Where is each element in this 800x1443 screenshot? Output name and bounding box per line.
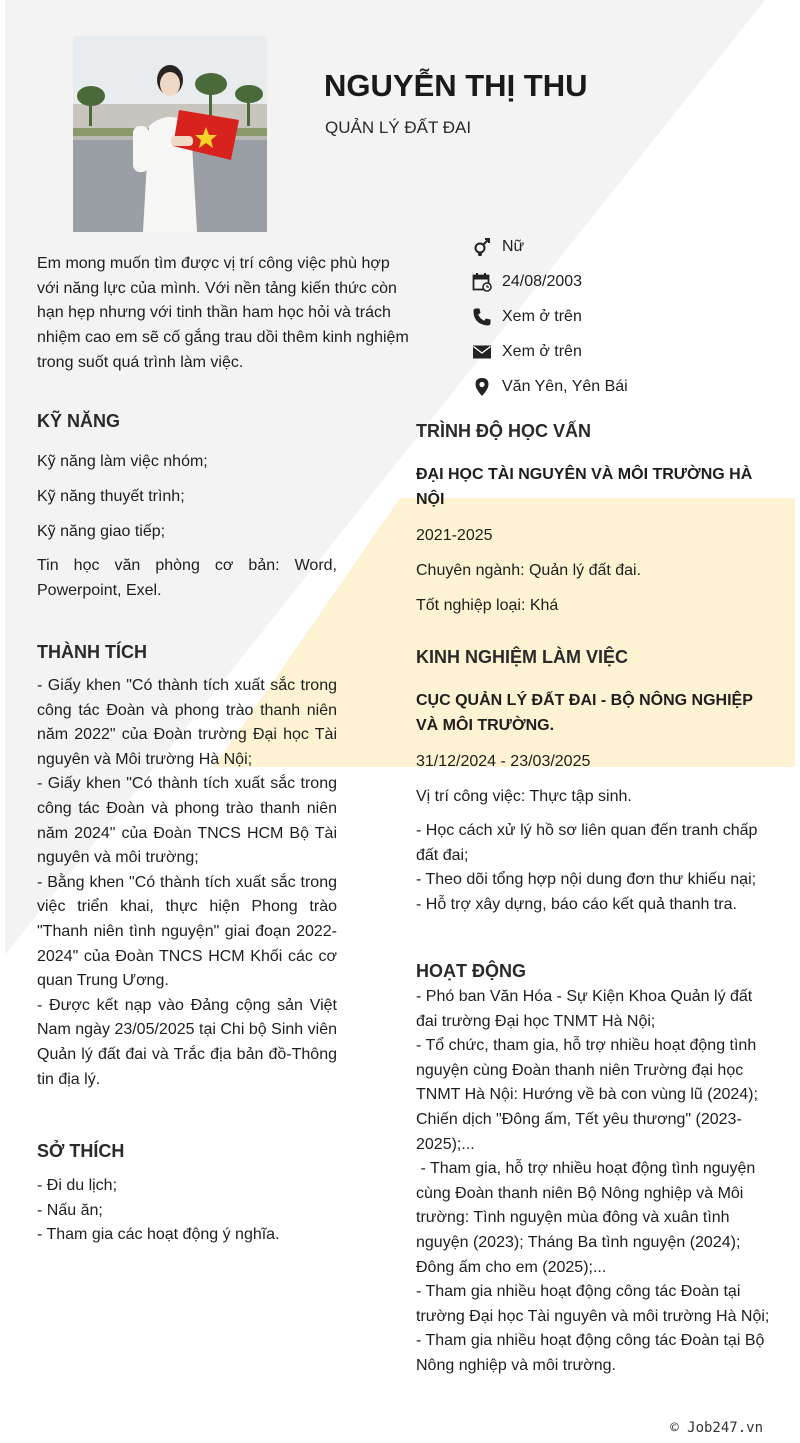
skills-heading: KỸ NĂNG bbox=[37, 411, 121, 431]
hobbies-heading: SỞ THÍCH bbox=[37, 1141, 125, 1161]
achievements-heading: THÀNH TÍCH bbox=[37, 642, 147, 662]
contact-value: Xem ở trên bbox=[502, 307, 582, 325]
candidate-position: QUẢN LÝ ĐẤT ĐAI bbox=[325, 118, 472, 137]
task-item: - Học cách xử lý hồ sơ liên quan đến tranh chấp đất đai; bbox=[416, 822, 758, 864]
experience-period: 31/12/2024 - 23/03/2025 bbox=[416, 753, 591, 770]
contact-phone bbox=[472, 300, 772, 335]
achievement-item: - Được kết nạp vào Đảng cộng sản Việt Nam ngày 23/05/2025 tại Chi bộ Sinh viên Quản lý đất đai và Trắc địa bản đồ-Thông tin địa lý. bbox=[37, 996, 337, 1088]
activity-item: - Tham gia, hỗ trợ nhiều hoạt động tình nguyện cùng Đoàn thanh niên Bộ Nông nghiệp và Môi trường: Tình nguyện mùa đông và xuân tình nguyện (2023); Tháng Ba tình nguyện (2024); Đông ấm cho em (2025);... bbox=[416, 1160, 760, 1276]
education-period: 2021-2025 bbox=[416, 527, 493, 544]
contact-value: Văn Yên, Yên Bái bbox=[502, 377, 628, 395]
experience-heading: KINH NGHIỆM LÀM VIỆC bbox=[416, 647, 629, 667]
candidate-name: NGUYỄN THỊ THU bbox=[324, 68, 588, 103]
profile-photo bbox=[73, 36, 267, 232]
location-icon bbox=[472, 377, 492, 397]
education-major: Chuyên ngành: Quản lý đất đai. bbox=[416, 562, 642, 579]
activities-list bbox=[416, 985, 772, 1379]
contact-gender bbox=[472, 230, 772, 265]
skill-item: Tin học văn phòng cơ bản: Word, Powerpoint, Exel. bbox=[37, 557, 337, 599]
activities-heading: HOẠT ĐỘNG bbox=[416, 961, 526, 981]
contact-value: 24/08/2003 bbox=[502, 273, 583, 291]
footer-copyright: © Job247.vn bbox=[670, 1420, 763, 1436]
education-grade: Tốt nghiệp loại: Khá bbox=[416, 597, 559, 614]
calendar-icon bbox=[472, 272, 492, 292]
achievement-item: - Giấy khen "Có thành tích xuất sắc trong công tác Đoàn và phong trào thanh niên năm 2024" của Đoàn TNCS HCM Bộ Tài nguyên và môi trường; bbox=[37, 775, 337, 867]
contact-info bbox=[472, 230, 772, 404]
contact-value: Nữ bbox=[502, 238, 525, 256]
activity-item: - Phó ban Văn Hóa - Sự Kiện Khoa Quản lý đất đai trường Đại học TNMT Hà Nội; bbox=[416, 988, 753, 1030]
achievements-list bbox=[37, 674, 337, 1092]
phone-icon bbox=[472, 307, 492, 327]
skill-item: Kỹ năng thuyết trình; bbox=[37, 488, 185, 505]
task-item: - Theo dõi tổng hợp nội dung đơn thư khiếu nại; bbox=[416, 871, 757, 889]
skill-item: Kỹ năng làm việc nhóm; bbox=[37, 453, 208, 470]
experience-tasks bbox=[416, 819, 772, 917]
education-heading: TRÌNH ĐỘ HỌC VẤN bbox=[416, 421, 591, 441]
activity-item: - Tham gia nhiều hoạt động công tác Đoàn tại trường Đại học Tài nguyên và môi trường Hà Nội; bbox=[416, 1283, 770, 1325]
activity-item: - Tổ chức, tham gia, hỗ trợ nhiều hoạt động tình nguyện cùng Đoàn thanh niên Trường đại học TNMT Hà Nội: Hướng về bà con vùng lũ (2024); Chiến dịch "Đông ấm, Tết yêu thương" (2023-2025);... bbox=[416, 1037, 758, 1153]
email-icon bbox=[472, 342, 492, 362]
achievement-item: - Bằng khen "Có thành tích xuất sắc trong việc triển khai, thực hiện Phong trào "Thanh niên tình nguyện" giai đoạn 2022-2024" của Đoàn TNCS HCM Khối các cơ quan Trung Ương. bbox=[37, 873, 337, 990]
hobby-item: - Đi du lịch; bbox=[37, 1177, 118, 1194]
contact-birthdate bbox=[472, 265, 772, 300]
skill-item: Kỹ năng giao tiếp; bbox=[37, 523, 166, 540]
hobby-item: - Nấu ăn; bbox=[37, 1201, 103, 1219]
activity-item: - Tham gia nhiều hoạt động công tác Đoàn tại Bộ Nông nghiệp và môi trường. bbox=[416, 1332, 765, 1374]
achievement-item: - Giấy khen "Có thành tích xuất sắc trong công tác Đoàn và phong trào thanh niên năm 2022" của Đoàn trường Đại học Tài nguyên và Môi trường Hà Nội; bbox=[37, 677, 337, 768]
hobbies-list bbox=[37, 1174, 337, 1248]
hobby-item: - Tham gia các hoạt động ý nghĩa. bbox=[37, 1226, 280, 1244]
experience-company: CỤC QUẢN LÝ ĐẤT ĐAI - BỘ NÔNG NGHIỆP VÀ MÔI TRƯỜNG. bbox=[416, 692, 753, 734]
career-objective: Em mong muốn tìm được vị trí công việc phù hợp với năng lực của mình. Với nền tảng kiến thức còn hạn hẹp nhưng với tinh thần ham học hỏi và trách nhiệm cao em sẽ cố gắng trau dồi thêm kinh nghiệm trong suốt quá trình làm việc. bbox=[37, 255, 409, 371]
experience-role: Vị trí công việc: Thực tập sinh. bbox=[416, 788, 632, 805]
gender-icon bbox=[472, 237, 492, 257]
contact-email bbox=[472, 334, 772, 369]
contact-address bbox=[472, 369, 772, 404]
contact-value: Xem ở trên bbox=[502, 342, 582, 360]
task-item: - Hỗ trợ xây dựng, báo cáo kết quả thanh tra. bbox=[416, 895, 737, 913]
education-school: ĐẠI HỌC TÀI NGUYÊN VÀ MÔI TRƯỜNG HÀ NỘI bbox=[416, 466, 753, 508]
